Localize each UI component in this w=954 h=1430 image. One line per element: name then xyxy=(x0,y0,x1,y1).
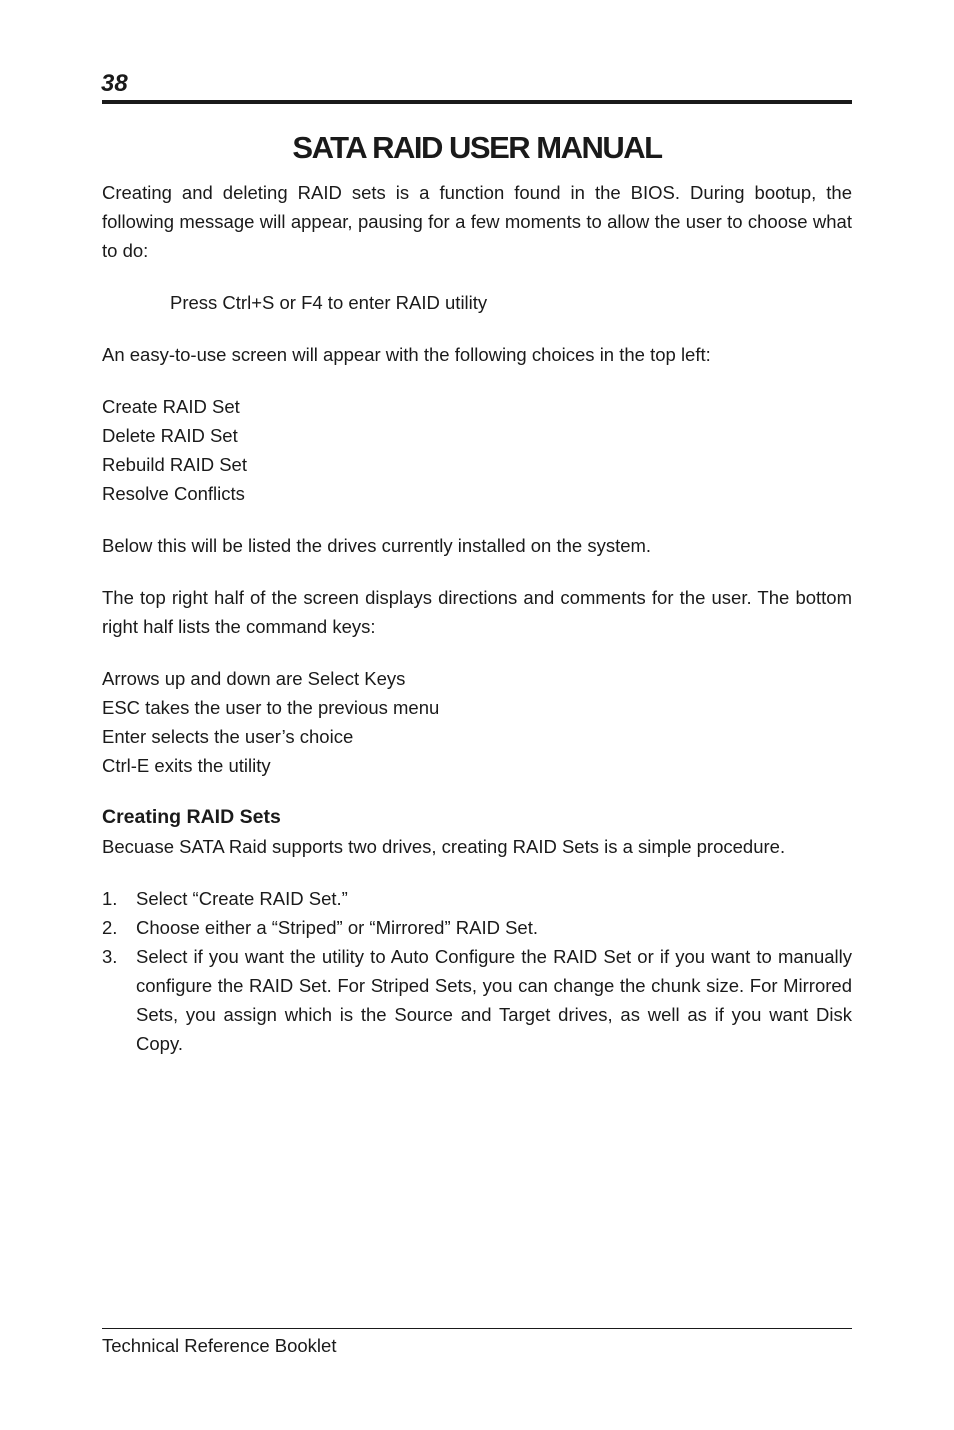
menu-choices-list xyxy=(102,392,852,508)
page-title: SATA RAID USER MANUAL xyxy=(292,130,662,165)
list-item: Rebuild RAID Set xyxy=(102,454,247,475)
boot-message: Press Ctrl+S or F4 to enter RAID utility xyxy=(170,292,488,313)
step-number: 3. xyxy=(102,946,118,967)
step-text: Select if you want the utility to Auto Configure the RAID Set or if you want to manually configure the RAID Set. For Striped Sets, you can change the chunk size. For Mirrored Sets, you assign which is the Source and Target drives, as well as if you want Disk Copy. xyxy=(136,946,852,1054)
screen-intro-paragraph: An easy-to-use screen will appear with the following choices in the top left: xyxy=(102,344,711,365)
list-item: Resolve Conflicts xyxy=(102,483,245,504)
list-item: ESC takes the user to the previous menu xyxy=(102,697,440,718)
list-item: Create RAID Set xyxy=(102,396,240,417)
drives-paragraph: Below this will be listed the drives currently installed on the system. xyxy=(102,535,652,556)
intro-paragraph: Creating and deleting RAID sets is a function found in the BIOS. During bootup, the following message will appear, pausing for a few moments to allow the user to choose what to do: xyxy=(102,182,852,261)
command-keys-list xyxy=(102,664,852,780)
step-text: Choose either a “Striped” or “Mirrored” RAID Set. xyxy=(136,917,538,938)
list-item: Enter selects the user’s choice xyxy=(102,726,354,747)
right-half-paragraph: The top right half of the screen displays directions and comments for the user. The bottom right half lists the command keys: xyxy=(102,587,852,637)
step-text: Select “Create RAID Set.” xyxy=(136,888,348,909)
step-number: 1. xyxy=(102,888,118,909)
section-intro-paragraph: Becuase SATA Raid supports two drives, creating RAID Sets is a simple procedure. xyxy=(102,836,786,857)
list-item xyxy=(102,884,852,913)
section-heading: Creating RAID Sets xyxy=(102,806,281,828)
list-item: Arrows up and down are Select Keys xyxy=(102,668,406,689)
footer-text: Technical Reference Booklet xyxy=(102,1335,337,1356)
step-number: 2. xyxy=(102,917,118,938)
main-content xyxy=(102,178,852,1058)
header-rule xyxy=(102,100,852,104)
list-item xyxy=(102,913,852,942)
list-item xyxy=(102,942,852,1058)
page-number: 38 xyxy=(101,70,128,97)
list-item: Delete RAID Set xyxy=(102,425,238,446)
list-item: Ctrl-E exits the utility xyxy=(102,755,271,776)
steps-list xyxy=(102,884,852,1058)
footer-rule xyxy=(102,1328,852,1329)
